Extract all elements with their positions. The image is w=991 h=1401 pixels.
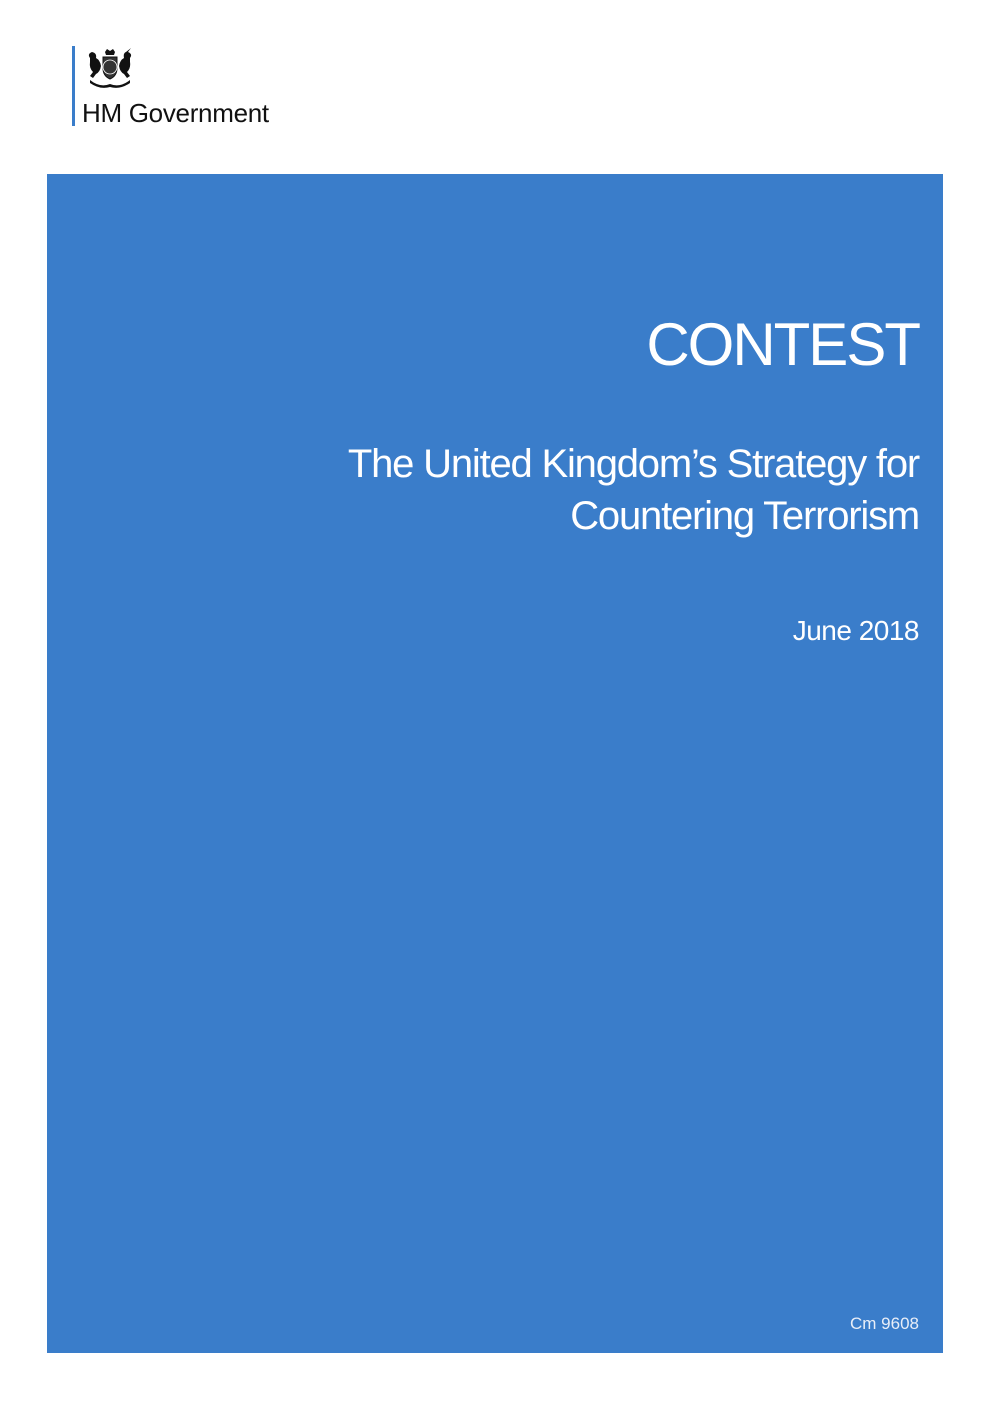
command-paper-number: Cm 9608 <box>850 1314 919 1333</box>
subtitle-line-2: Countering Terrorism <box>570 494 919 538</box>
publication-date: June 2018 <box>792 615 919 646</box>
document-title: CONTEST <box>646 311 919 378</box>
cover-panel <box>47 174 943 1353</box>
document-subtitle <box>219 438 919 542</box>
logo-accent-bar <box>72 46 75 126</box>
subtitle-line-1: The United Kingdom’s Strategy for <box>347 442 919 486</box>
organisation-name: HM Government <box>82 98 269 128</box>
royal-coat-of-arms-icon <box>84 48 136 90</box>
